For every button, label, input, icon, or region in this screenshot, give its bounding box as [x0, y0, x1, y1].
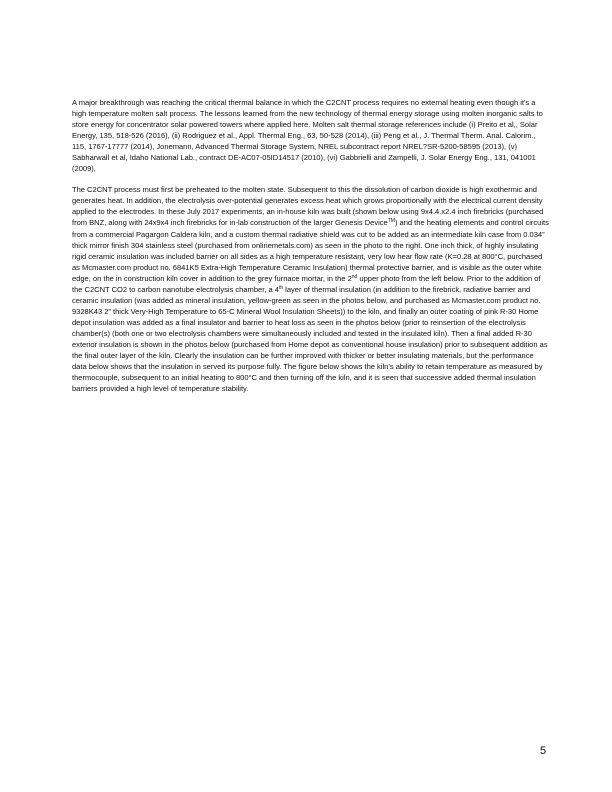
paragraph-2-text-part-4: layer of thermal insulation (in addition to the firebrick, radiative barrier and ceramic insulation (was added as mineral insulation, yellow-green as seen in the photos below, and purchased as Mcmaster.com product no. 9328K43 2” thick Very-High Temperature to 65-C Mineral Wool Insulation Sheets)) to the kiln, and finally an outer coating of pink R-30 Home depot insulation was added as a final insulator and barrier to heat loss as seen in the photos below (prior to reinsertion of the electrolysis chamber(s) (both one or two electrolysis chambers were simultaneously included and tested in the insulated kiln). Then a final added R-30 exterior insulation is shown in the photos below (purchased from Home depot as conventional house insulation) prior to subsequent addition as the final outer layer of the kiln. Clearly the insulation can be further improved with thicker or better insulating materials, but the performance data below shows that the insulation in served its purpose fully. The figure below shows the kiln’s ability to retain temperature as measured by thermocouple, subsequent to an initial heating to 800°C and then turning off the kiln, and it is seen that successive added thermal insulation barriers provided a high level of temperature stability. [72, 284, 548, 394]
paragraph-2-text-part-1: The C2CNT process must first be preheated to the molten state. Subsequent to this the dissolution of carbon dioxide is high exothermic and generates heat. In addition, the electrolysis over-potential generates excess heat which grows proportionally with the electrical current density applied to the electrodes. In these July 2017 experiments, an in-house kiln was built (shown below using 9x4.4.x2.4 inch firebricks (purchased from BNZ, along with 24x9x4 inch firebricks for in-lab construction of the larger Genesis Device [72, 185, 544, 228]
ordinal-superscript-nd: nd [351, 273, 358, 280]
body-text [72, 97, 550, 394]
trademark-superscript: TM [387, 218, 395, 225]
ordinal-superscript-th: th [278, 284, 284, 291]
paragraph-2-text-part-2: ) and the heating elements and control circuits from a commercial Pagargon Caldera kiln, and a custom thermal radiative shield was cut to be added as an intermediate kiln case from 0.034” thick mirror finish 304 stainless steel (purchased from onlinemetals.com) as seen in the photo to the right. One inch thick, of highly insulating rigid ceramic insulation was included barrier on all sides as a high temperature resistant, very low hear flow rate (K=0.28 at 800°C, purchased as Mcmaster.com product no. 6841K5 Extra-High Temperature Ceramic Insulation) thermal protective barrier, and is visible as the outer white edge, on the in construction kiln cover in addition to the grey furnace mortar, in the 2 [72, 218, 549, 283]
paragraph-1-text: A major breakthrough was reaching the critical thermal balance in which the C2CNT process requires no external heating even though it's a high temperature molten salt process. The lessons learned from the new technology of thermal energy storage using molten inorganic salts to store energy for concentrator solar powered towers where applied here. Molten salt thermal storage references include (i) Preito et al,, Solar Energy, 135, 518-526 (2016), (ii) Rodriguez et al., Appl. Thermal Eng., 63, 50-528 (2014), (iii) Peng et al., J. Thermal Therm. Anal. Calorim., 115, 1767-17777 (2014), Jonemann, Advanced Thermal Storage System, NREL subcontract report NREL?SR-5200-58595 (2013), (v) Sabharwall et al, Idaho National Lab., contract DE-AC07-05ID14517 (2010), (vi) Gabbrielli and Zampelli, J. Solar Energy Eng., 131, 041001 (2009), [72, 98, 543, 174]
paragraph-kiln-insulation [72, 184, 550, 394]
page-number: 5 [540, 745, 547, 757]
paragraph-2-text-part-3: upper photo from the left below. Prior to the addition of the C2CNT CO2 to carbon nanotube electrolysis chamber, a 4 [72, 273, 541, 294]
paragraph-thermal-balance [72, 97, 550, 174]
